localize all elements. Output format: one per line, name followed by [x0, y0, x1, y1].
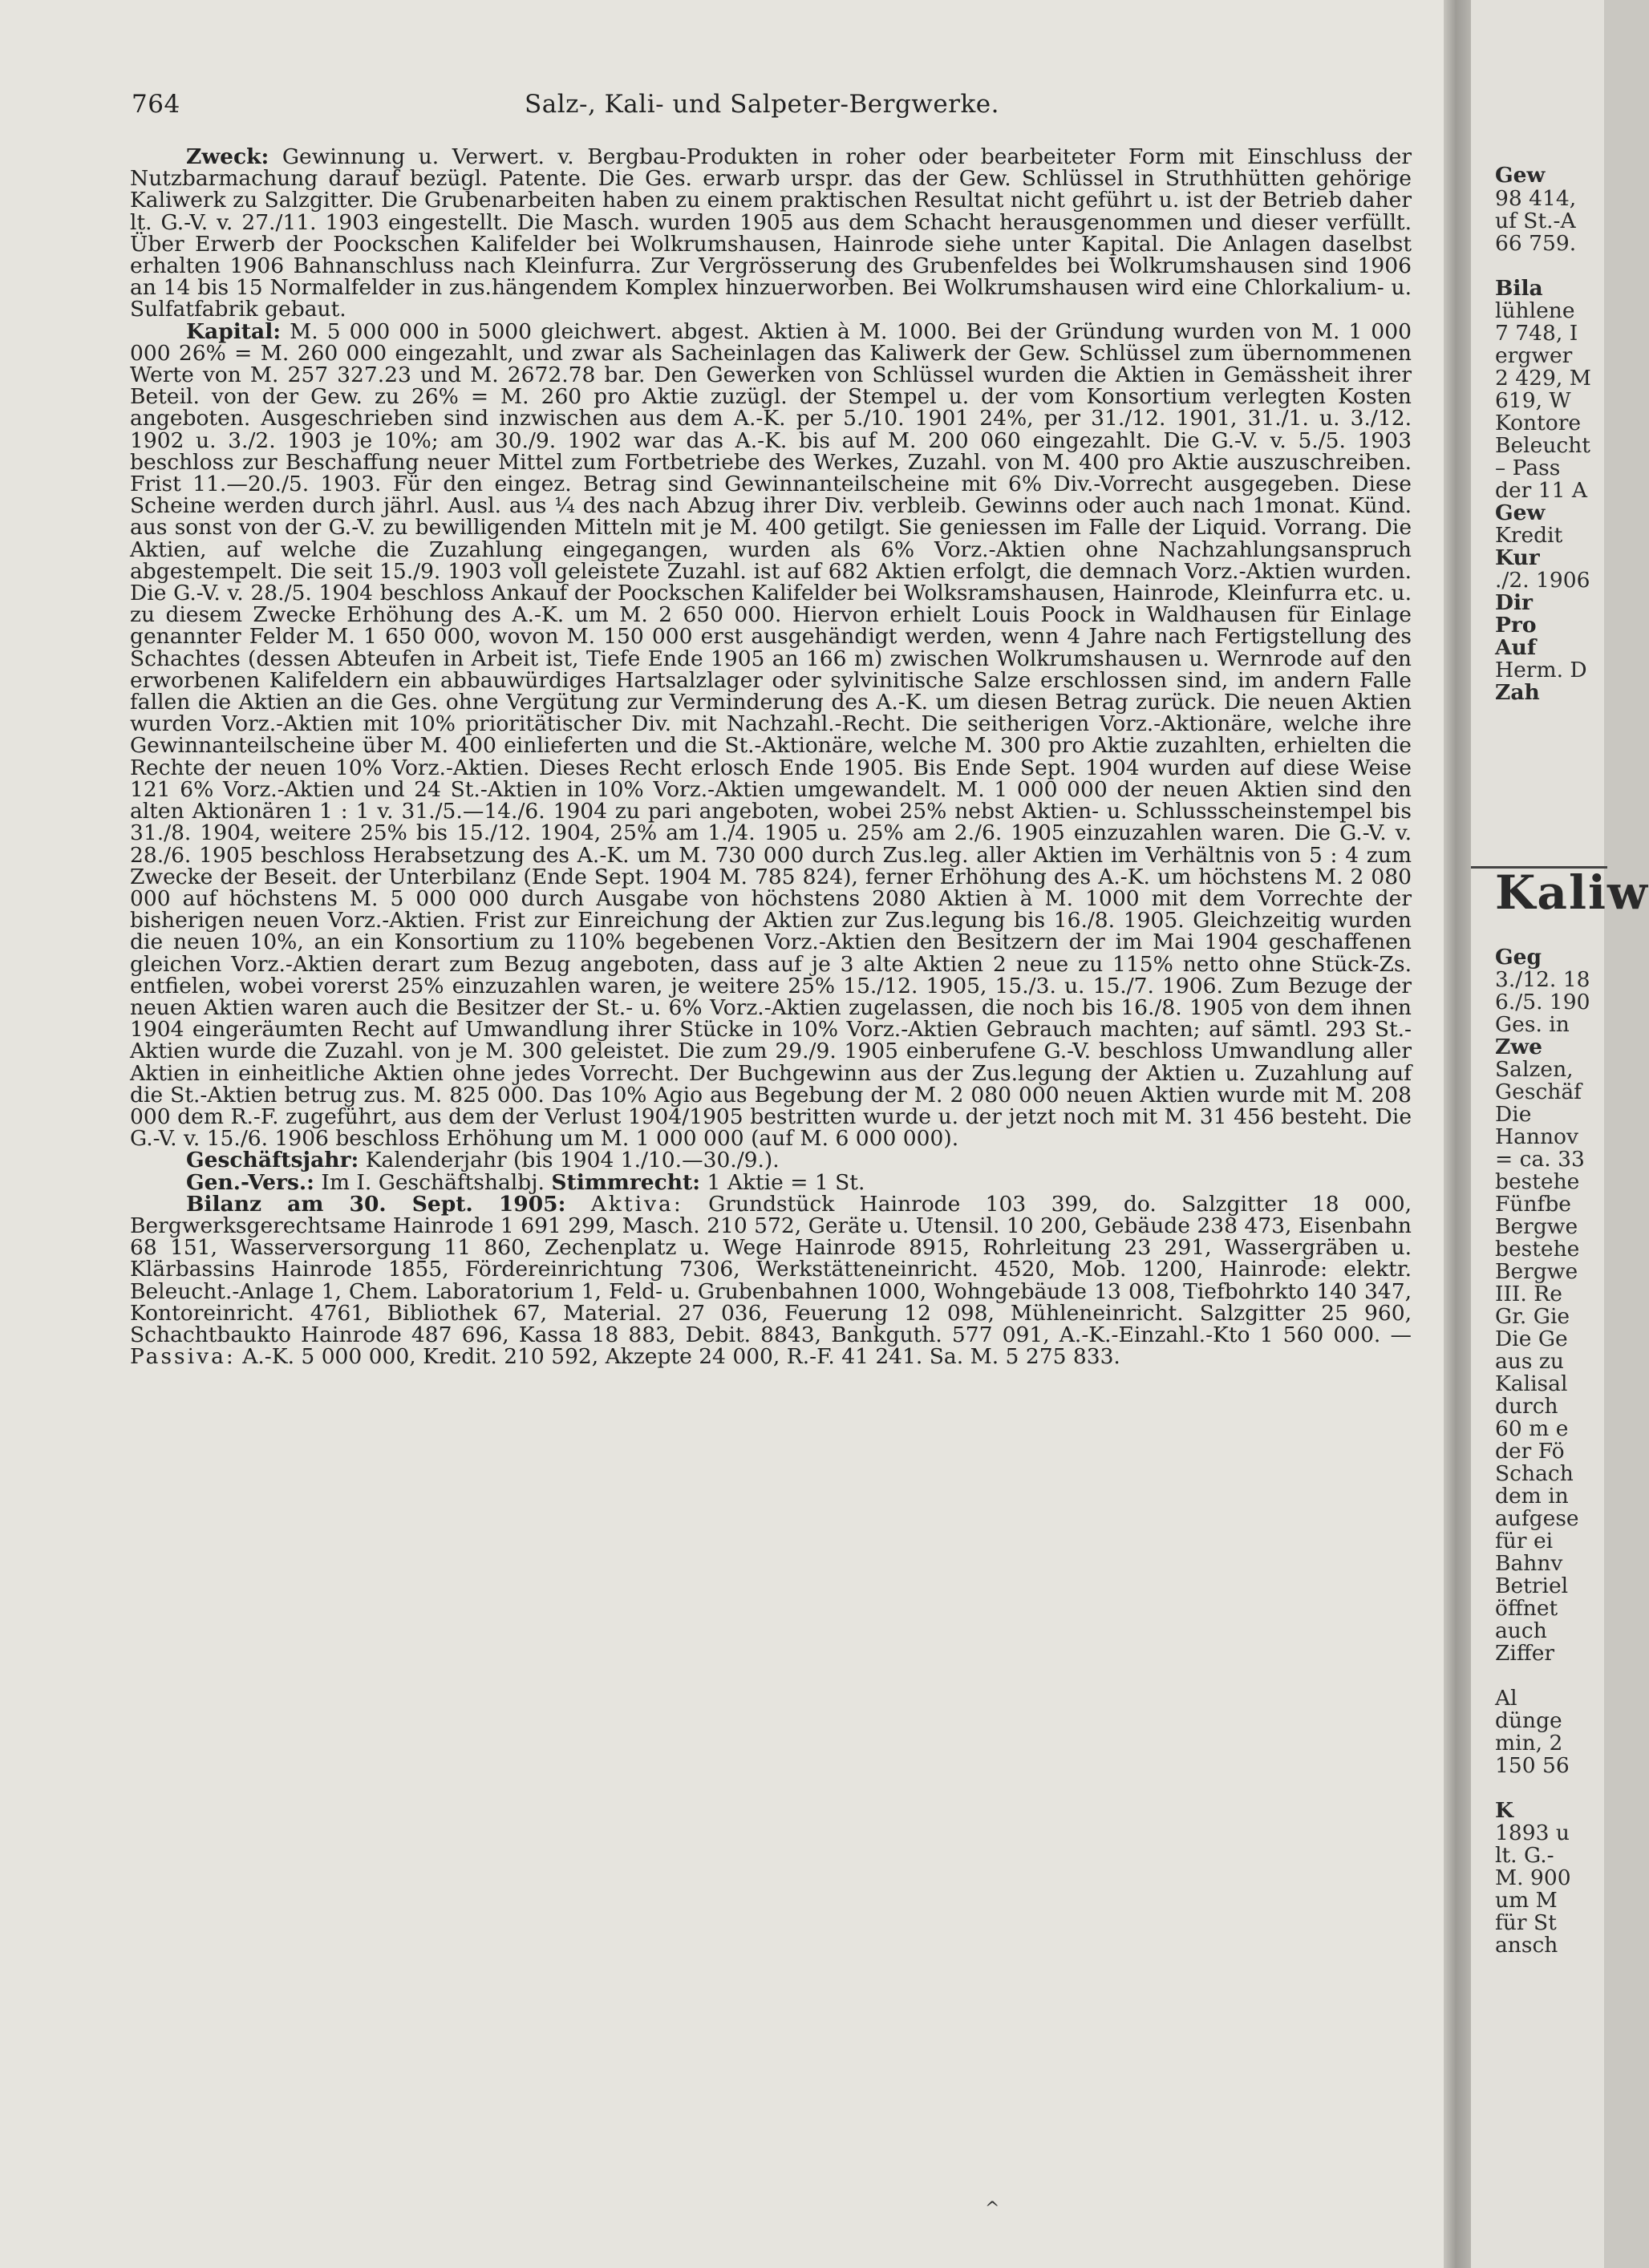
adjacent-line: aufgese [1495, 1506, 1579, 1531]
adjacent-line: 1893 u [1495, 1820, 1570, 1845]
geschaeftsjahr-paragraph [130, 1149, 1412, 1171]
adjacent-line: Dir [1495, 590, 1534, 615]
adjacent-line: min, 2 [1495, 1731, 1563, 1756]
adjacent-line: 150 56 [1495, 1753, 1570, 1778]
adjacent-line: Salzen, [1495, 1057, 1574, 1082]
adjacent-line: für St [1495, 1910, 1557, 1935]
geschaeftsjahr-label: Geschäftsjahr: [186, 1148, 359, 1173]
adjacent-line: ergwer [1495, 343, 1573, 368]
adjacent-line: auch [1495, 1618, 1547, 1643]
zweck-paragraph [130, 146, 1412, 321]
bilanz-label: Bilanz am 30. Sept. 1905: [186, 1191, 566, 1217]
adjacent-line: Gr. Gie [1495, 1304, 1570, 1329]
adjacent-line: der Fö [1495, 1439, 1565, 1464]
adjacent-line: Ges. in [1495, 1012, 1570, 1037]
kapital-label: Kapital: [186, 318, 282, 344]
adjacent-line: dünge [1495, 1708, 1562, 1733]
adjacent-line: Bergwe [1495, 1214, 1578, 1239]
adjacent-line: um M [1495, 1888, 1558, 1913]
adjacent-line: Betriel [1495, 1573, 1569, 1598]
adjacent-line: Hannov [1495, 1124, 1578, 1149]
adjacent-line: 619, W [1495, 388, 1571, 413]
adjacent-heading: Kaliw [1495, 865, 1649, 920]
adjacent-line: Kalisal [1495, 1371, 1568, 1396]
adjacent-line: Geschäf [1495, 1079, 1582, 1104]
adjacent-line: 66 759. [1495, 231, 1577, 256]
zweck-label: Zweck: [186, 144, 269, 169]
passiva-text: A.-K. 5 000 000, Kredit. 210 592, Akzepte 24 000, R.-F. 41 241. Sa. M. 5 275 833. [242, 1344, 1120, 1370]
adjacent-line: uf St.-A [1495, 209, 1576, 233]
genvers-paragraph [130, 1169, 1412, 1195]
adjacent-line: Kredit [1495, 523, 1563, 548]
adjacent-line: 98 414, [1495, 186, 1577, 211]
adjacent-line: für ei [1495, 1529, 1554, 1553]
adjacent-line: Beleucht [1495, 433, 1590, 458]
adjacent-line: – Pass [1495, 456, 1561, 480]
adjacent-line: aus zu [1495, 1349, 1564, 1374]
adjacent-line: durch [1495, 1394, 1558, 1419]
adjacent-line: Die Ge [1495, 1326, 1568, 1351]
adjacent-line: Kontore [1495, 411, 1582, 435]
aktiva-text: Grundstück Hainrode 103 399, do. Salzgitter 18 000, Bergwerksgerechtsame Hainrode 1 691 299, Masch. 210 572, Geräte u. Utensil. 10 200, Gebäude 238 473, Eisenbahn 68 151, Wasserversorgung 11 860, Zechenplatz u. Wege Hainrode 8915, Rohrleitung 23 291, Wassergräben u. Klärbassins Hainrode 1855, Fördereinrichtung 7306, Werkstätteneinricht. 4520, Mob. 1200, Hainrode: elektr. Beleucht.-Anlage 1, Chem. Laboratorium 1, Feld- u. Grubenbahnen 1000, Wohngebäude 13 008, Tiefbohrkto 140 347, Kontoreinricht. 4761, Bibliothek 67, Material. 27 036, Feuerung 12 098, Mühleneinricht. Salzgitter 25 960, Schachtbaukto Hainrode 487 696, Kassa 18 883, Debit. 8843, Bankguth. 577 091, A.-K.-Einzahl.-Kto 1 560 000. — [130, 1191, 1412, 1347]
adjacent-line: Gew [1495, 163, 1546, 188]
adjacent-line: der 11 A [1495, 478, 1588, 503]
adjacent-line: 60 m e [1495, 1416, 1569, 1441]
footer-mark: ^ [985, 2199, 1000, 2219]
book-gutter [1444, 0, 1471, 2268]
page-number: 764 [132, 90, 180, 119]
adjacent-line: ./2. 1906 [1495, 568, 1590, 593]
adjacent-line: bestehe [1495, 1237, 1580, 1262]
adjacent-line: Bergwe [1495, 1259, 1578, 1284]
kapital-text: M. 5 000 000 in 5000 gleichwert. abgest. Aktien à M. 1000. Bei der Gründung wurden von M. 1 000 000 26% = M. 260 000 eingezahlt, und zwar als Sacheinlagen das Kaliwerk der Gew. Schlüssel zum übernommenen Werte von M. 257 327.23 und M. 2672.78 bar. Den Gewerken von Schlüssel wurden die Aktien in Gemässheit ihrer Beteil. von der Gew. zu 26% = M. 260 pro Aktie zuzügl. der Stempel u. der vom Konsortium verlegten Kosten angeboten. Ausgeschrieben sind inzwischen aus dem A.-K. per 5./10. 1901 24%, per 31./12. 1901, 31./1. u. 3./12. 1902 u. 3./2. 1903 je 10%; am 30./9. 1902 war das A.-K. bis auf M. 200 060 eingezahlt. Die G.-V. v. 5./5. 1903 beschloss zur Beschaffung neuer Mittel zum Fortbetriebe des Werkes, Zuzahl. von M. 400 pro Aktie auszuschreiben. Frist 11.—20./5. 1903. Für den eingez. Betrag sind Gewinnanteilscheine mit 6% Div.-Vorrecht ausgegeben. Diese Scheine werden durch jährl. Ausl. aus ¼ des nach Abzug ihrer Div. verbleib. Gewinns oder auch nach 1monat. Künd. aus sonst von der G.-V. zu bewilligenden Mitteln mit je M. 400 getilgt. Sie geniessen im Falle der Liquid. Vorrang. Die Aktien, auf welche die Zuzahlung eingegangen, wurden als 6% Vorz.-Aktien ohne Nachzahlungsanspruch abgestempelt. Die seit 15./9. 1903 voll geleistete Zuzahl. ist auf 682 Aktien erfolgt, die demnach Vorz.-Aktien wurden. Die G.-V. v. 28./5. 1904 beschloss Ankauf der Poockschen Kalifelder bei Wolksramshausen, Hainrode, Kleinfurra etc. u. zu diesem Zwecke Erhöhung des A.-K. um M. 2 650 000. Hiervon erhielt Louis Poock in Waldhausen für Einlage genannter Felder M. 1 650 000, wovon M. 150 000 erst ausgehändigt werden, wenn 4 Jahre nach Fertigstellung des Schachtes (dessen Abteufen in Arbeit ist, Tiefe Ende 1905 an 166 m) zwischen Wolkrumshausen u. Wernrode auf den erworbenen Kalifeldern ein abbauwürdiges Hartsalzlager oder sylvinitische Salze erschlossen sind, im andern Falle fallen die Aktien an die Ges. ohne Vergütung zur Verminderung des A.-K. um diesen Betrag zurück. Die neuen Aktien wurden Vorz.-Aktien mit 10% prioritätischer Div. mit Nachzahl.-Recht. Die seitherigen Vorz.-Aktionäre, welche ihre Gewinnanteilscheine über M. 400 einlieferten und die St.-Aktionäre, welche M. 300 pro Aktie zuzahlten, erhielten die Rechte der neuen 10% Vorz.-Aktien. Dieses Recht erlosch Ende 1905. Bis Ende Sept. 1904 wurden auf diese Weise 121 6% Vorz.-Aktien und 24 St.-Aktien in 10% Vorz.-Aktien umgewandelt. M. 1 000 000 der neuen Aktien sind den alten Aktionären 1 : 1 v. 31./5.—14./6. 1904 zu pari angeboten, wobei 25% nebst Aktien- u. Schlussscheinstempel bis 31./8. 1904, weitere 25% bis 15./12. 1904, 25% am 1./4. 1905 u. 25% am 2./6. 1905 einzuzahlen waren. Die G.-V. v. 28./6. 1905 beschloss Herabsetzung des A.-K. um M. 730 000 durch Zus.leg. aller Aktien im Verhältnis von 5 : 4 zum Zwecke der Beseit. der Unterbilanz (Ende Sept. 1904 M. 785 824), ferner Erhöhung des A.-K. um höchstens M. 2 080 000 auf höchstens M. 5 000 000 durch Ausgabe von höchstens 2080 Aktien à M. 1000 mit dem Vorrechte der bisherigen neuen Vorz.-Aktien. Frist zur Einreichung der Aktien zur Zus.legung bis 16./8. 1905. Gleichzeitig wurden die neuen 10%, an ein Konsortium zu 110% begebenen Vorz.-Aktien den Besitzern der im Mai 1904 geschaffenen gleichen Vorz.-Aktien derart zum Bezug angeboten, dass auf je 3 alte Aktien 2 neue zu 115% netto ohne Stück-Zs. entfielen, wobei vorerst 25% einzuzahlen waren, je weitere 25% 15./12. 1905, 15./3. u. 15./7. 1906. Zum Bezuge der neuen Aktien waren auch die Besitzer der St.- u. 6% Vorz.-Aktien zugelassen, die noch bis 16./8. 1905 von dem ihnen 1904 eingeräumten Recht auf Umwandlung ihrer Stücke in 10% Vorz.-Aktien Gebrauch machten; auf sämtl. 293 St.-Aktien wurde die Zuzahl. von je M. 300 geleistet. Die zum 29./9. 1905 einberufene G.-V. beschloss Umwandlung aller Aktien in einheitliche Aktien ohne jedes Vorrecht. Der Buchgewinn aus der Zus.legung der Aktien u. Zuzahlung auf die St.-Aktien betrug zus. M. 825 000. Das 10% Agio aus Begebung der M. 2 080 000 neuen Aktien wurde mit M. 208 000 dem R.-F. zugeführt, aus dem der Verlust 1904/1905 bestritten wurde u. der jetzt noch mit M. 31 456 besteht. Die G.-V. v. 15./6. 1906 beschloss Erhöhung um M. 1 000 000 (auf M. 6 000 000). [130, 318, 1412, 1152]
adjacent-line: Geg [1495, 945, 1542, 970]
aktiva-label: Aktiva: [590, 1191, 683, 1217]
passiva-label: Passiva: [130, 1344, 236, 1370]
bilanz-paragraph [130, 1193, 1412, 1368]
adjacent-line: lt. G.- [1495, 1843, 1554, 1868]
adjacent-line: Zwe [1495, 1035, 1543, 1059]
adjacent-line: Schach [1495, 1461, 1574, 1486]
zweck-text: Gewinnung u. Verwert. v. Bergbau-Produkten in roher oder bearbeiteter Form mit Einschluss der Nutzbarmachung darauf bezügl. Patente. Die Ges. erwarb urspr. das der Gew. Schlüssel in Struthhütten gehörige Kaliwerk zu Salzgitter. Die Grubenarbeiten haben zu einem praktischen Resultat nicht geführt u. ist der Betrieb daher lt. G.-V. v. 27./11. 1903 eingestellt. Die Masch. wurden 1905 aus dem Schacht herausgenommen und dieser verfüllt. Über Erwerb der Poockschen Kalifelder bei Wolkrumshausen, Hainrode siehe unter Kapital. Die Anlagen daselbst erhalten 1906 Bahnanschluss nach Kleinfurra. Zur Vergrösserung des Grubenfeldes bei Wolkrumshausen sind 1906 an 14 bis 15 Normalfelder in zus.hängendem Komplex hinzuerworben. Bei Wolkrumshausen wird eine Chlorkalium- u. Sulfatfabrik gebaut. [130, 144, 1412, 322]
adjacent-line: Bahnv [1495, 1551, 1563, 1576]
adjacent-line: = ca. 33 [1495, 1147, 1585, 1172]
stimmrecht-label: Stimmrecht: [551, 1169, 701, 1195]
adjacent-line: Gew [1495, 500, 1546, 525]
adjacent-line: 7 748, I [1495, 321, 1578, 346]
adjacent-line: Fünfbe [1495, 1192, 1571, 1217]
adjacent-line: lühlene [1495, 298, 1575, 323]
adjacent-page-fragment [1471, 0, 1649, 2268]
adjacent-line: 6./5. 190 [1495, 990, 1590, 1015]
adjacent-line: Ziffer [1495, 1641, 1555, 1666]
running-title: Salz-, Kali- und Salpeter-Bergwerke. [525, 90, 999, 119]
stimmrecht-text: 1 Aktie = 1 St. [707, 1169, 865, 1195]
genvers-text: Im I. Geschäftshalbj. [321, 1169, 545, 1195]
adjacent-line: Auf [1495, 635, 1537, 660]
kapital-paragraph [130, 318, 1412, 1152]
adjacent-line: Pro [1495, 613, 1537, 638]
geschaeftsjahr-text: Kalenderjahr (bis 1904 1./10.—30./9.). [365, 1148, 780, 1173]
page-header [112, 90, 1412, 122]
adjacent-line: Herm. D [1495, 658, 1587, 682]
adjacent-line: Al [1495, 1686, 1517, 1711]
adjacent-line: Zah [1495, 680, 1540, 705]
adjacent-line: dem in [1495, 1484, 1569, 1509]
adjacent-line: Kur [1495, 545, 1540, 570]
genvers-label: Gen.-Vers.: [186, 1169, 314, 1195]
adjacent-line: M. 900 [1495, 1865, 1571, 1890]
company-entry [130, 144, 1412, 1370]
adjacent-line: Bila [1495, 276, 1543, 301]
adjacent-line: bestehe [1495, 1169, 1580, 1194]
adjacent-line: ansch [1495, 1933, 1558, 1958]
adjacent-line: 2 429, M [1495, 366, 1591, 391]
adjacent-line: K [1495, 1798, 1514, 1823]
adjacent-line: 3./12. 18 [1495, 967, 1590, 992]
adjacent-line: III. Re [1495, 1282, 1562, 1306]
adjacent-line: öffnet [1495, 1596, 1558, 1621]
adjacent-line: Die [1495, 1102, 1532, 1127]
